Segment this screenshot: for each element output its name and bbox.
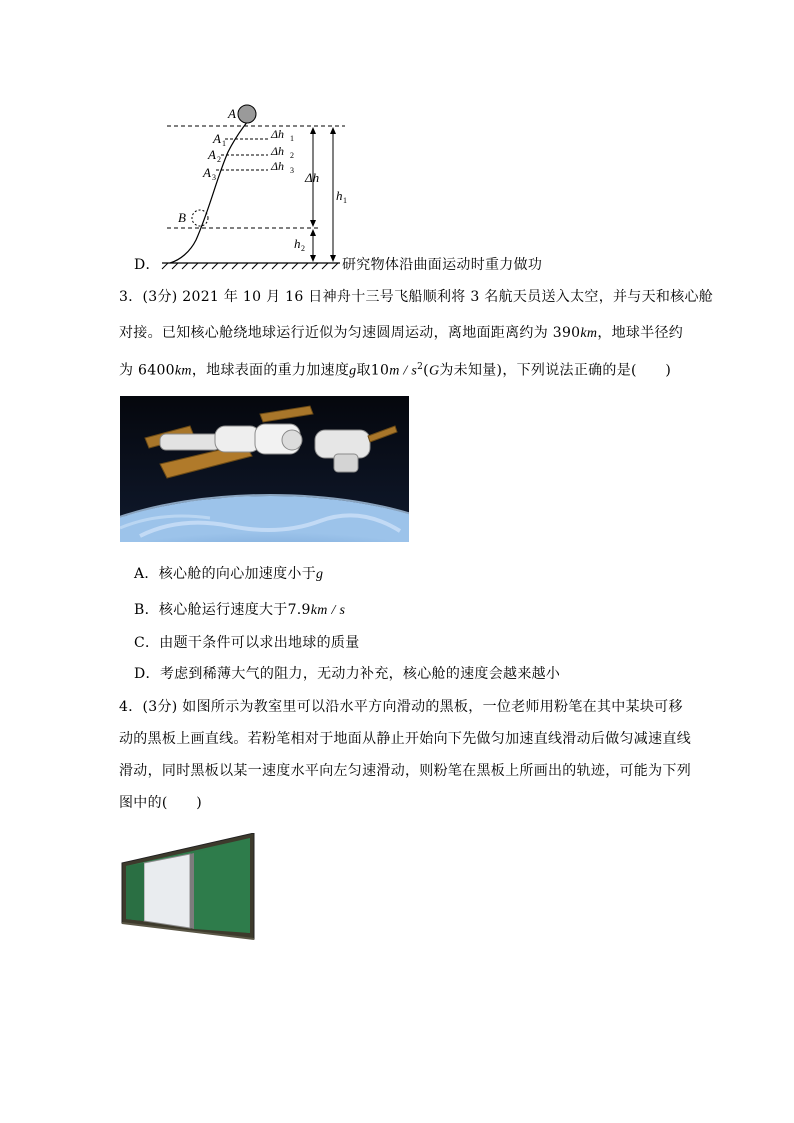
q3-G-symbol: G: [428, 363, 440, 379]
q3-stem-line-2-b: ，地球半径约: [597, 325, 684, 341]
q3-option-b-value: 7.9: [287, 602, 311, 618]
label-h2: h: [294, 236, 301, 251]
option-d-label: D．: [134, 257, 160, 273]
option-d-caption: 研究物体沿曲面运动时重力做功: [342, 257, 543, 273]
label-B: B: [178, 210, 186, 225]
space-station-image: [120, 396, 409, 542]
label-h1: h: [336, 188, 343, 203]
q3-option-a-g: g: [316, 567, 324, 582]
gravity-work-curve-figure: [150, 100, 370, 270]
q3-g-symbol: g: [349, 363, 357, 379]
q4-stem-line-4: 图中的( ): [119, 795, 203, 811]
label-h1-sub: 1: [343, 196, 347, 205]
q3-stem-line-3-a: 为 6400: [119, 362, 175, 379]
q3-value-10: 10: [370, 362, 390, 379]
label-A1-sub: 1: [222, 139, 226, 148]
label-dh1: Δh: [271, 127, 285, 141]
q4-stem-line-3: 滑动，同时黑板以某一速度水平向左匀速滑动，则粉笔在黑板上所画出的轨迹，可能为下列: [119, 763, 691, 779]
q3-option-d: D．考虑到稀薄大气的阻力，无动力补充，核心舱的速度会越来越小: [134, 666, 561, 682]
label-A3: A: [203, 165, 211, 180]
q3-ms-unit: m / s: [389, 363, 418, 379]
label-dh2-sub: 2: [290, 151, 294, 160]
q3-ms-sq: 2: [417, 362, 424, 372]
q3-option-a: [134, 564, 323, 585]
label-dh3-sub: 3: [290, 166, 294, 175]
q3-stem-line-3-b: ，地球表面的重力加速度: [191, 362, 350, 379]
label-dh: Δh: [305, 170, 320, 185]
q3-option-b-unit: km / s: [310, 603, 346, 618]
q3-km-unit-2: km: [174, 363, 192, 379]
label-A3-sub: 3: [212, 173, 216, 182]
q3-stem-line-3-d: (: [423, 362, 429, 379]
q3-option-b: [134, 600, 345, 621]
q3-stem-line-1: 3．(3分) 2021 年 10 月 16 日神舟十三号飞船顺利将 3 名航天员送入太空，并与天和核心舱: [119, 289, 714, 305]
label-dh3: Δh: [271, 159, 285, 173]
q4-stem-line-1: 4．(3分) 如图所示为教室里可以沿水平方向滑动的黑板，一位老师用粉笔在其中某块可移: [119, 699, 683, 715]
q3-stem-line-2: [119, 323, 683, 344]
blackboard-image: [120, 833, 256, 941]
q4-stem-line-2: 动的黑板上画直线。若粉笔相对于地面从静止开始向下先做匀加速直线滑动后做匀减速直线: [119, 731, 691, 747]
q3-stem-line-3: [119, 357, 671, 382]
q3-option-b-text: B．核心舱运行速度大于: [134, 602, 288, 618]
label-h2-sub: 2: [301, 244, 305, 253]
q3-option-c: C．由题干条件可以求出地球的质量: [134, 635, 360, 651]
q3-stem-line-2-a: 对接。已知核心舱绕地球运行近似为匀速圆周运动，离地面距离约为 390: [119, 325, 581, 341]
label-A: A: [228, 106, 236, 121]
label-A2-sub: 2: [217, 155, 221, 164]
q3-stem-line-3-e: 为未知量)，下列说法正确的是( ): [439, 362, 672, 379]
q3-km-unit: km: [580, 326, 598, 341]
label-dh1-sub: 1: [290, 134, 294, 143]
q3-stem-line-3-c: 取: [356, 362, 371, 379]
label-dh2: Δh: [271, 144, 285, 158]
label-A1: A: [213, 131, 221, 146]
label-A2: A: [208, 147, 216, 162]
q3-option-a-text: A．核心舱的向心加速度小于: [134, 566, 317, 582]
